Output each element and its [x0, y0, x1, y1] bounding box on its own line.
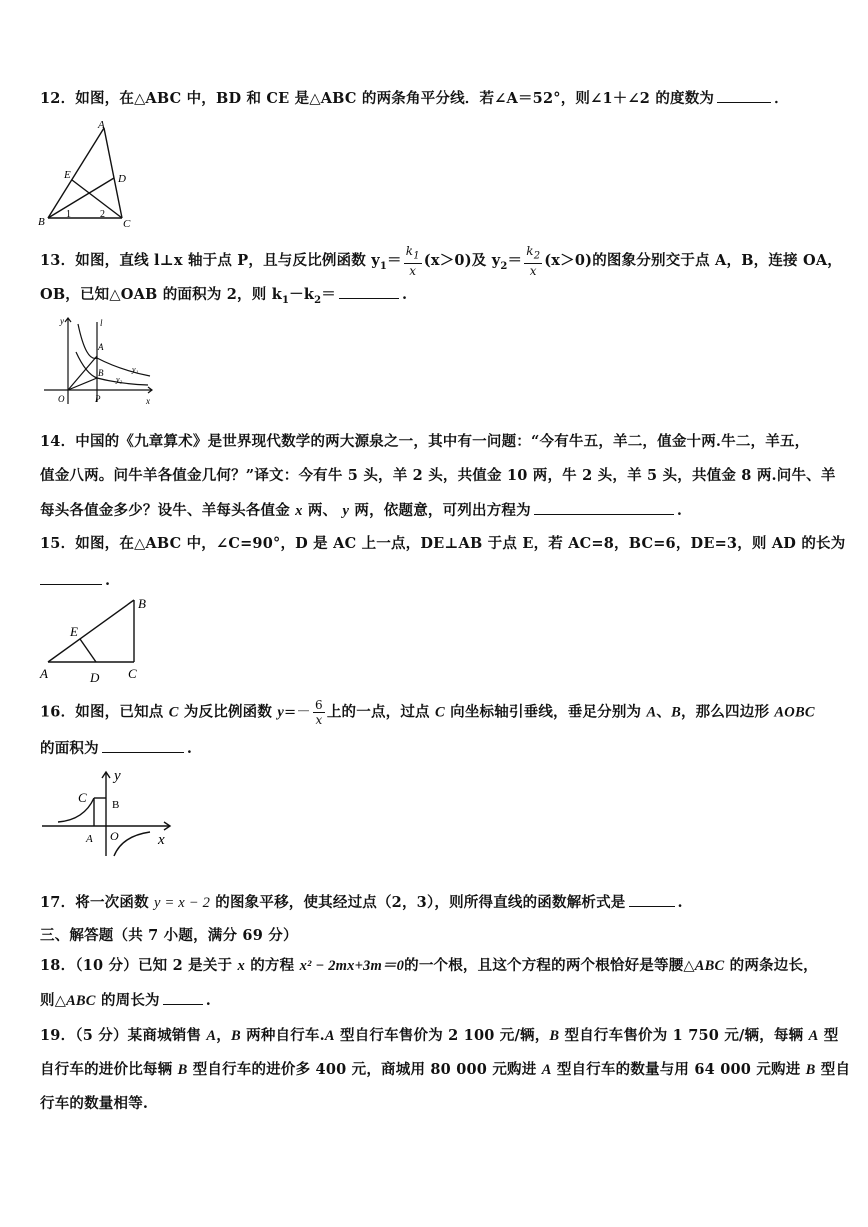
fig13-label-y2: y₂	[116, 375, 123, 384]
fig12-label-E: E	[64, 169, 71, 181]
fig12-angle-2: 2	[100, 209, 105, 220]
answer-blank-15	[40, 570, 102, 585]
answer-blank-17	[629, 892, 675, 907]
fig12-label-C: C	[123, 218, 131, 230]
fig16-label-x: x	[158, 832, 165, 848]
figure-q16-graph	[38, 764, 178, 860]
question-18-line-2: 则△ABC 的周长为 .	[40, 992, 211, 1009]
fig12-angle-1: 1	[66, 209, 71, 220]
figure-q15-right-triangle	[38, 594, 158, 684]
figure-q13-graph	[40, 312, 160, 408]
question-13-line-1: 13．如图，直线 l⊥x 轴于点 P，且与反比例函数 $y_1=$ $\frac{k_1}{x}$ (x＞0)及 $y_2=$ $\frac{k_2}{x}$ (x＞0)的图象分别交于点 A，B，连接 OA，	[40, 244, 842, 279]
question-12: 12．如图，在△ABC 中，BD 和 CE 是△ABC 的两条角平分线．若∠A＝52°，则∠1＋∠2 的度数为 ．	[40, 90, 789, 107]
question-13-line-2: OB，已知△OAB 的面积为 2，则 $k_1-k_2=$ .	[40, 286, 408, 306]
fraction-k1-over-x: $\frac{k_1}{x}$	[405, 244, 420, 279]
question-16-line-1: 16．如图，已知点 C 为反比例函数 y=－ $\frac{6}{x}$ 上的一点，过点 C 向坐标轴引垂线，垂足分别为 A、B，那么四边形 AOBC	[40, 698, 815, 727]
fig13-label-y1: y₁	[132, 365, 139, 374]
fig16-label-A: A	[86, 833, 93, 845]
fig16-label-C: C	[78, 790, 87, 805]
fig15-label-A: A	[40, 666, 48, 681]
fig16-label-B: B	[112, 799, 120, 811]
fig13-label-B: B	[98, 368, 104, 378]
fig12-label-A: A	[98, 119, 105, 131]
fraction-k2-over-x: $\frac{k_2}{x}$	[526, 244, 541, 279]
fig13-label-O: O	[58, 394, 65, 404]
answer-blank-18	[163, 990, 203, 1005]
question-19-line-2: 自行车的进价比每辆 B 型自行车的进价多 400 元，商城用 80 000 元购进 A 型自行车的数量与用 64 000 元购进 B 型自	[40, 1061, 851, 1078]
answer-blank-12	[717, 88, 771, 103]
fig13-label-x: x	[146, 396, 150, 406]
fraction-6-over-x: $\frac{6}{x}$	[315, 698, 323, 727]
question-19-line-1: 19．（5 分）某商城销售 A，B 两种自行车.A 型自行车售价为 2 100 元/辆，B 型自行车售价为 1 750 元/辆，每辆 A 型	[40, 1027, 839, 1044]
section-header: 三、解答题（共 7 小题，满分 69 分）	[40, 927, 298, 944]
question-15-line-2: .	[40, 570, 830, 591]
fig13-label-l: l	[100, 318, 103, 328]
question-14-line-1: 14．中国的《九章算术》是世界现代数学的两大源泉之一，其中有一问题：“今有牛五，羊二，值金十两.牛二，羊五，	[40, 433, 810, 450]
question-17: 17．将一次函数 y = x − 2 的图象平移，使其经过点（2，3），则所得直线的函数解析式是 .	[40, 894, 683, 911]
answer-blank-13	[339, 284, 399, 299]
question-14-line-3: 每头各值金多少？设牛、羊每头各值金 x 两、 y 两，依题意，可列出方程为 .	[40, 502, 683, 519]
fig13-label-P: P	[95, 394, 101, 404]
fig15-label-D: D	[90, 670, 100, 684]
fig16-label-y: y	[114, 768, 121, 784]
question-18-line-1: 18．（10 分）已知 2 是关于 x 的方程 x² − 2mx+3m＝0的一个根，且这个方程的两个根恰好是等腰△ABC 的两条边长，	[40, 957, 818, 974]
answer-blank-16	[102, 738, 184, 753]
fig12-label-B: B	[38, 216, 45, 228]
question-16-line-2: 的面积为 .	[40, 740, 193, 757]
fig15-label-B: B	[138, 596, 146, 611]
fig15-label-C: C	[128, 666, 137, 681]
fig13-label-y: y	[60, 316, 64, 326]
question-14-line-2: 值金八两。问牛羊各值金几何？”译文：今有牛 5 头，羊 2 头，共值金 10 两，牛 2 头，羊 5 头，共值金 8 两.问牛、羊	[40, 467, 836, 484]
fig13-label-A: A	[98, 342, 104, 352]
fig12-label-D: D	[118, 173, 126, 185]
answer-blank-14	[534, 500, 674, 515]
question-15-line-1: 15．如图，在△ABC 中，∠C=90°，D 是 AC 上一点，DE⊥AB 于点 E，若 AC=8，BC=6，DE=3，则 AD 的长为	[40, 535, 846, 552]
question-19-line-3: 行车的数量相等.	[40, 1095, 149, 1112]
fig16-label-O: O	[110, 829, 119, 843]
fig15-label-E: E	[70, 624, 78, 639]
figure-q12-triangle	[38, 116, 138, 230]
